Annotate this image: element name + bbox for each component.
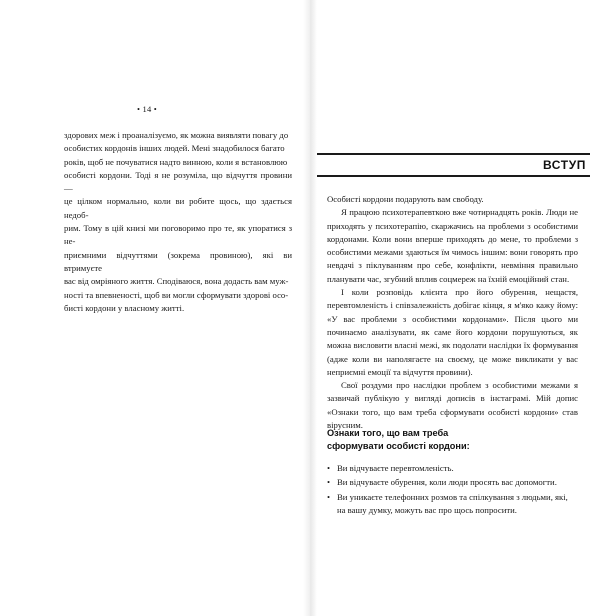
body-paragraph: Я працюю психотерапевткою вже чотирнадцять років. Люди не приходять у психотерапію, скаржачись на проблеми з особистими кордонами. Коли вони вперше приходять до мене, то проблеми з особистими межами здаються їм чимось іншим: вони говорять про невдачі з піклуванням про себе, конфлікти, невміння правильно планувати час, згубний вплив соцмереж на їхній емоційний стан. (327, 207, 578, 284)
list-item (327, 476, 578, 489)
chapter-header-bar (317, 153, 590, 177)
list-item-text: Ви відчуваєте обурення, коли люди просять вас допомогти. (337, 477, 557, 488)
intro-paragraph: Особисті кордони подарують вам свободу. (327, 194, 484, 204)
left-page-text (64, 129, 292, 315)
left-paragraph-line: приємними відчуттями (зокрема провиною), які ви втримуєте (64, 249, 292, 273)
right-page-text (327, 193, 578, 432)
bullet-icon: • (327, 477, 331, 488)
list-item (327, 462, 578, 475)
left-paragraph-line: це цілком нормально, коли ви робите щось, що здається недоб- (64, 196, 292, 220)
left-paragraph-line: особисті кордони. Тоді я не розуміла, що відчуття провини — (64, 169, 292, 194)
bullet-icon: • (327, 463, 331, 473)
body-paragraph: Свої роздуми про наслідки проблем з особистими межами я зазвичай публікую у вигляді дописів в інстаграмі. Мій допис «Ознаки того, що вам треба сформувати особисті кордони» став вірусним. (327, 380, 578, 431)
list-item-text: Ви відчуваєте перевтомленість. (337, 463, 454, 473)
left-paragraph-line: бисті кордони у власному житті. (64, 302, 185, 313)
left-paragraph-line: років, щоб не почуватися надто винною, коли я встановлюю (64, 156, 288, 167)
section-heading-line: сформувати особисті кордони: (327, 441, 470, 451)
section-heading (327, 427, 578, 453)
left-paragraph-line: здорових меж і проаналізуємо, як можна виявляти повагу до (64, 130, 289, 140)
section-heading-line: Ознаки того, що вам треба (327, 428, 449, 438)
list-item (327, 491, 578, 518)
left-paragraph-line: рим. Тому в цій книзі ми поговоримо про те, як упоратися з не- (64, 223, 292, 247)
list-item-text: Ви уникаєте телефонних розмов та спілкування з людьми, які, на вашу думку, можуть вас про щось попросити. (337, 491, 568, 515)
body-paragraph: І коли розповідь клієнта про його обурення, нещастя, перевтомленість і співзалежність добігає кінця, я м'яко кажу йому: «У вас проблеми з особистими кордонами». Після цього ми починаємо аналізувати, як саме його кордони порушуються, як можна висловити власні межі, як подолати наслідки їх формування (адже коли ви наполягаєте на своєму, це може викликати у вас неприємні емоції та відчуття провини). (327, 287, 578, 377)
chapter-title: ВСТУП (543, 158, 586, 172)
bullet-icon: • (327, 491, 331, 502)
left-paragraph-line: ності та впевненості, щоб ви могли сформувати здорові осо- (64, 289, 289, 300)
book-gutter (303, 0, 317, 616)
left-paragraph-line: вас від омріяного життя. Сподіваюся, вона додасть вам муж- (64, 276, 289, 287)
signs-list (327, 462, 578, 518)
left-paragraph-line: особистих кордонів інших людей. Мені знадобилося багато (64, 143, 285, 154)
page-number: • 14 • (137, 104, 157, 114)
